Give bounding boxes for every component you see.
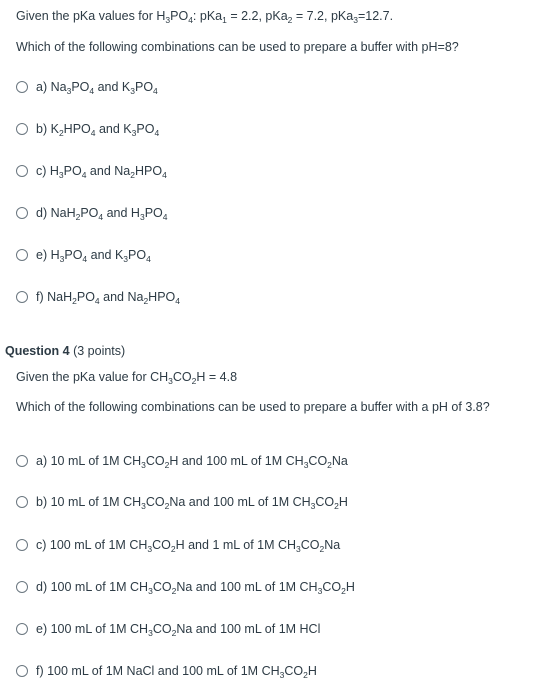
q4-stem-question: Which of the following combinations can be used to prepare a buffer with a pH of 3.8? — [16, 400, 490, 414]
option-label: c) 100 mL of 1M $CH_3CO_2H$ and 1 mL of 1M $CH_3CO_2Na$ — [36, 538, 341, 554]
option-label: e) $H_3PO_4$ and $K_3PO_4$ — [36, 248, 151, 264]
subscript: 2 — [334, 501, 339, 511]
radio-button[interactable] — [16, 496, 28, 508]
option-label: d) $NaH_2PO_4$ and $H_3PO_4$ — [36, 206, 168, 222]
subscript: 4 — [81, 170, 87, 180]
q3-stem-pka: Given the pKa values for $H_3PO_4$: pKa$_1$ = 2.2, pKa$_2$ = 7.2, pKa$_3$=12.7. — [16, 9, 394, 25]
radio-button[interactable] — [16, 665, 28, 677]
radio-button[interactable] — [16, 539, 28, 551]
q3-option-a[interactable] — [16, 77, 158, 97]
subscript: 2 — [72, 296, 77, 306]
subscript: 4 — [146, 254, 151, 264]
question-points: (3 points) — [73, 344, 126, 358]
subscript: 3 — [279, 670, 285, 680]
subscript: 4 — [162, 212, 168, 222]
option-label: b) $K_2HPO_4$ and $K_3PO_4$ — [36, 122, 160, 138]
option-label: c) $H_3PO_4$ and $Na_2HPO_4$ — [36, 164, 167, 180]
subscript: 3 — [168, 376, 173, 386]
subscript: 3 — [59, 254, 65, 264]
subscript: 3 — [148, 628, 153, 638]
q4-option-e[interactable] — [16, 619, 320, 639]
option-label: b) 10 mL of 1M $CH_3CO_2Na$ and 100 mL of 1M $CH_3CO_2H$ — [36, 495, 348, 511]
subscript: 4 — [153, 86, 158, 96]
option-label: d) 100 mL of 1M $CH_3CO_2Na$ and 100 mL of 1M $CH_3CO_2H$ — [36, 580, 355, 596]
subscript: 4 — [175, 296, 180, 306]
subscript: 4 — [154, 128, 160, 138]
q3-option-b[interactable] — [16, 119, 159, 139]
subscript: 3 — [139, 212, 145, 222]
q3-option-f[interactable] — [16, 287, 180, 307]
subscript: 2 — [164, 501, 170, 511]
subscript: 2 — [171, 586, 177, 596]
q3-option-e[interactable] — [16, 245, 151, 265]
question-header — [5, 344, 125, 358]
q4-stem-pka: Given the pKa value for $CH_3CO_2H = 4.8$ — [16, 370, 238, 386]
subscript: 2 — [143, 296, 149, 306]
question-title: Question 4 — [5, 344, 70, 358]
subscript: 1 — [222, 15, 227, 25]
subscript: 3 — [147, 544, 153, 554]
radio-button[interactable] — [16, 165, 28, 177]
option-label: f) 100 mL of 1M NaCl and 100 mL of 1M $CH_3CO_2H$ — [36, 664, 317, 680]
radio-button[interactable] — [16, 249, 28, 261]
q3-stem-question: Which of the following combinations can be used to prepare a buffer with pH=8? — [16, 40, 459, 54]
subscript: 2 — [58, 128, 64, 138]
radio-button[interactable] — [16, 123, 28, 135]
subscript: 2 — [171, 628, 177, 638]
subscript: 3 — [310, 501, 316, 511]
subscript: 3 — [58, 170, 64, 180]
option-label: f) $NaH_2PO_4$ and $Na_2HPO_4$ — [36, 290, 180, 306]
radio-button[interactable] — [16, 623, 28, 635]
radio-button[interactable] — [16, 207, 28, 219]
subscript: 4 — [98, 212, 104, 222]
radio-button[interactable] — [16, 81, 28, 93]
subscript: 3 — [66, 86, 72, 96]
q3-option-d[interactable] — [16, 203, 168, 223]
subscript: 2 — [170, 544, 176, 554]
radio-button[interactable] — [16, 581, 28, 593]
subscript: 3 — [141, 460, 146, 470]
subscript: 3 — [123, 254, 129, 264]
q4-option-f[interactable] — [16, 661, 317, 681]
subscript: 4 — [188, 15, 193, 25]
q4-option-b[interactable] — [16, 492, 348, 512]
subscript: 4 — [89, 86, 95, 96]
option-label: a) 10 mL of 1M $CH_3CO_2H$ and 100 mL of 1M $CH_3CO_2Na$ — [36, 454, 348, 470]
subscript: 3 — [317, 586, 323, 596]
subscript: 3 — [141, 501, 146, 511]
option-label: e) 100 mL of 1M $CH_3CO_2Na$ and 100 mL of 1M HCl — [36, 622, 321, 638]
subscript: 3 — [353, 15, 358, 25]
q4-option-a[interactable] — [16, 451, 348, 471]
radio-button[interactable] — [16, 455, 28, 467]
subscript: 2 — [164, 460, 170, 470]
subscript: 2 — [319, 544, 325, 554]
q3-option-c[interactable] — [16, 161, 167, 181]
subscript: 4 — [90, 128, 96, 138]
subscript: 4 — [94, 296, 100, 306]
q4-option-c[interactable] — [16, 535, 340, 555]
subscript: 4 — [162, 170, 167, 180]
subscript: 4 — [82, 254, 88, 264]
q4-option-d[interactable] — [16, 577, 355, 597]
subscript: 2 — [287, 15, 293, 25]
option-label: a) $Na_3PO_4$ and $K_3PO_4$ — [36, 80, 158, 96]
subscript: 3 — [130, 86, 135, 96]
subscript: 3 — [303, 460, 309, 470]
subscript: 2 — [75, 212, 81, 222]
subscript: 2 — [130, 170, 135, 180]
subscript: 3 — [131, 128, 137, 138]
subscript: 2 — [191, 376, 197, 386]
subscript: 2 — [303, 670, 308, 680]
radio-button[interactable] — [16, 291, 28, 303]
subscript: 3 — [165, 15, 171, 25]
subscript: 3 — [148, 586, 153, 596]
subscript: 2 — [341, 586, 346, 596]
subscript: 2 — [327, 460, 332, 470]
subscript: 3 — [296, 544, 301, 554]
